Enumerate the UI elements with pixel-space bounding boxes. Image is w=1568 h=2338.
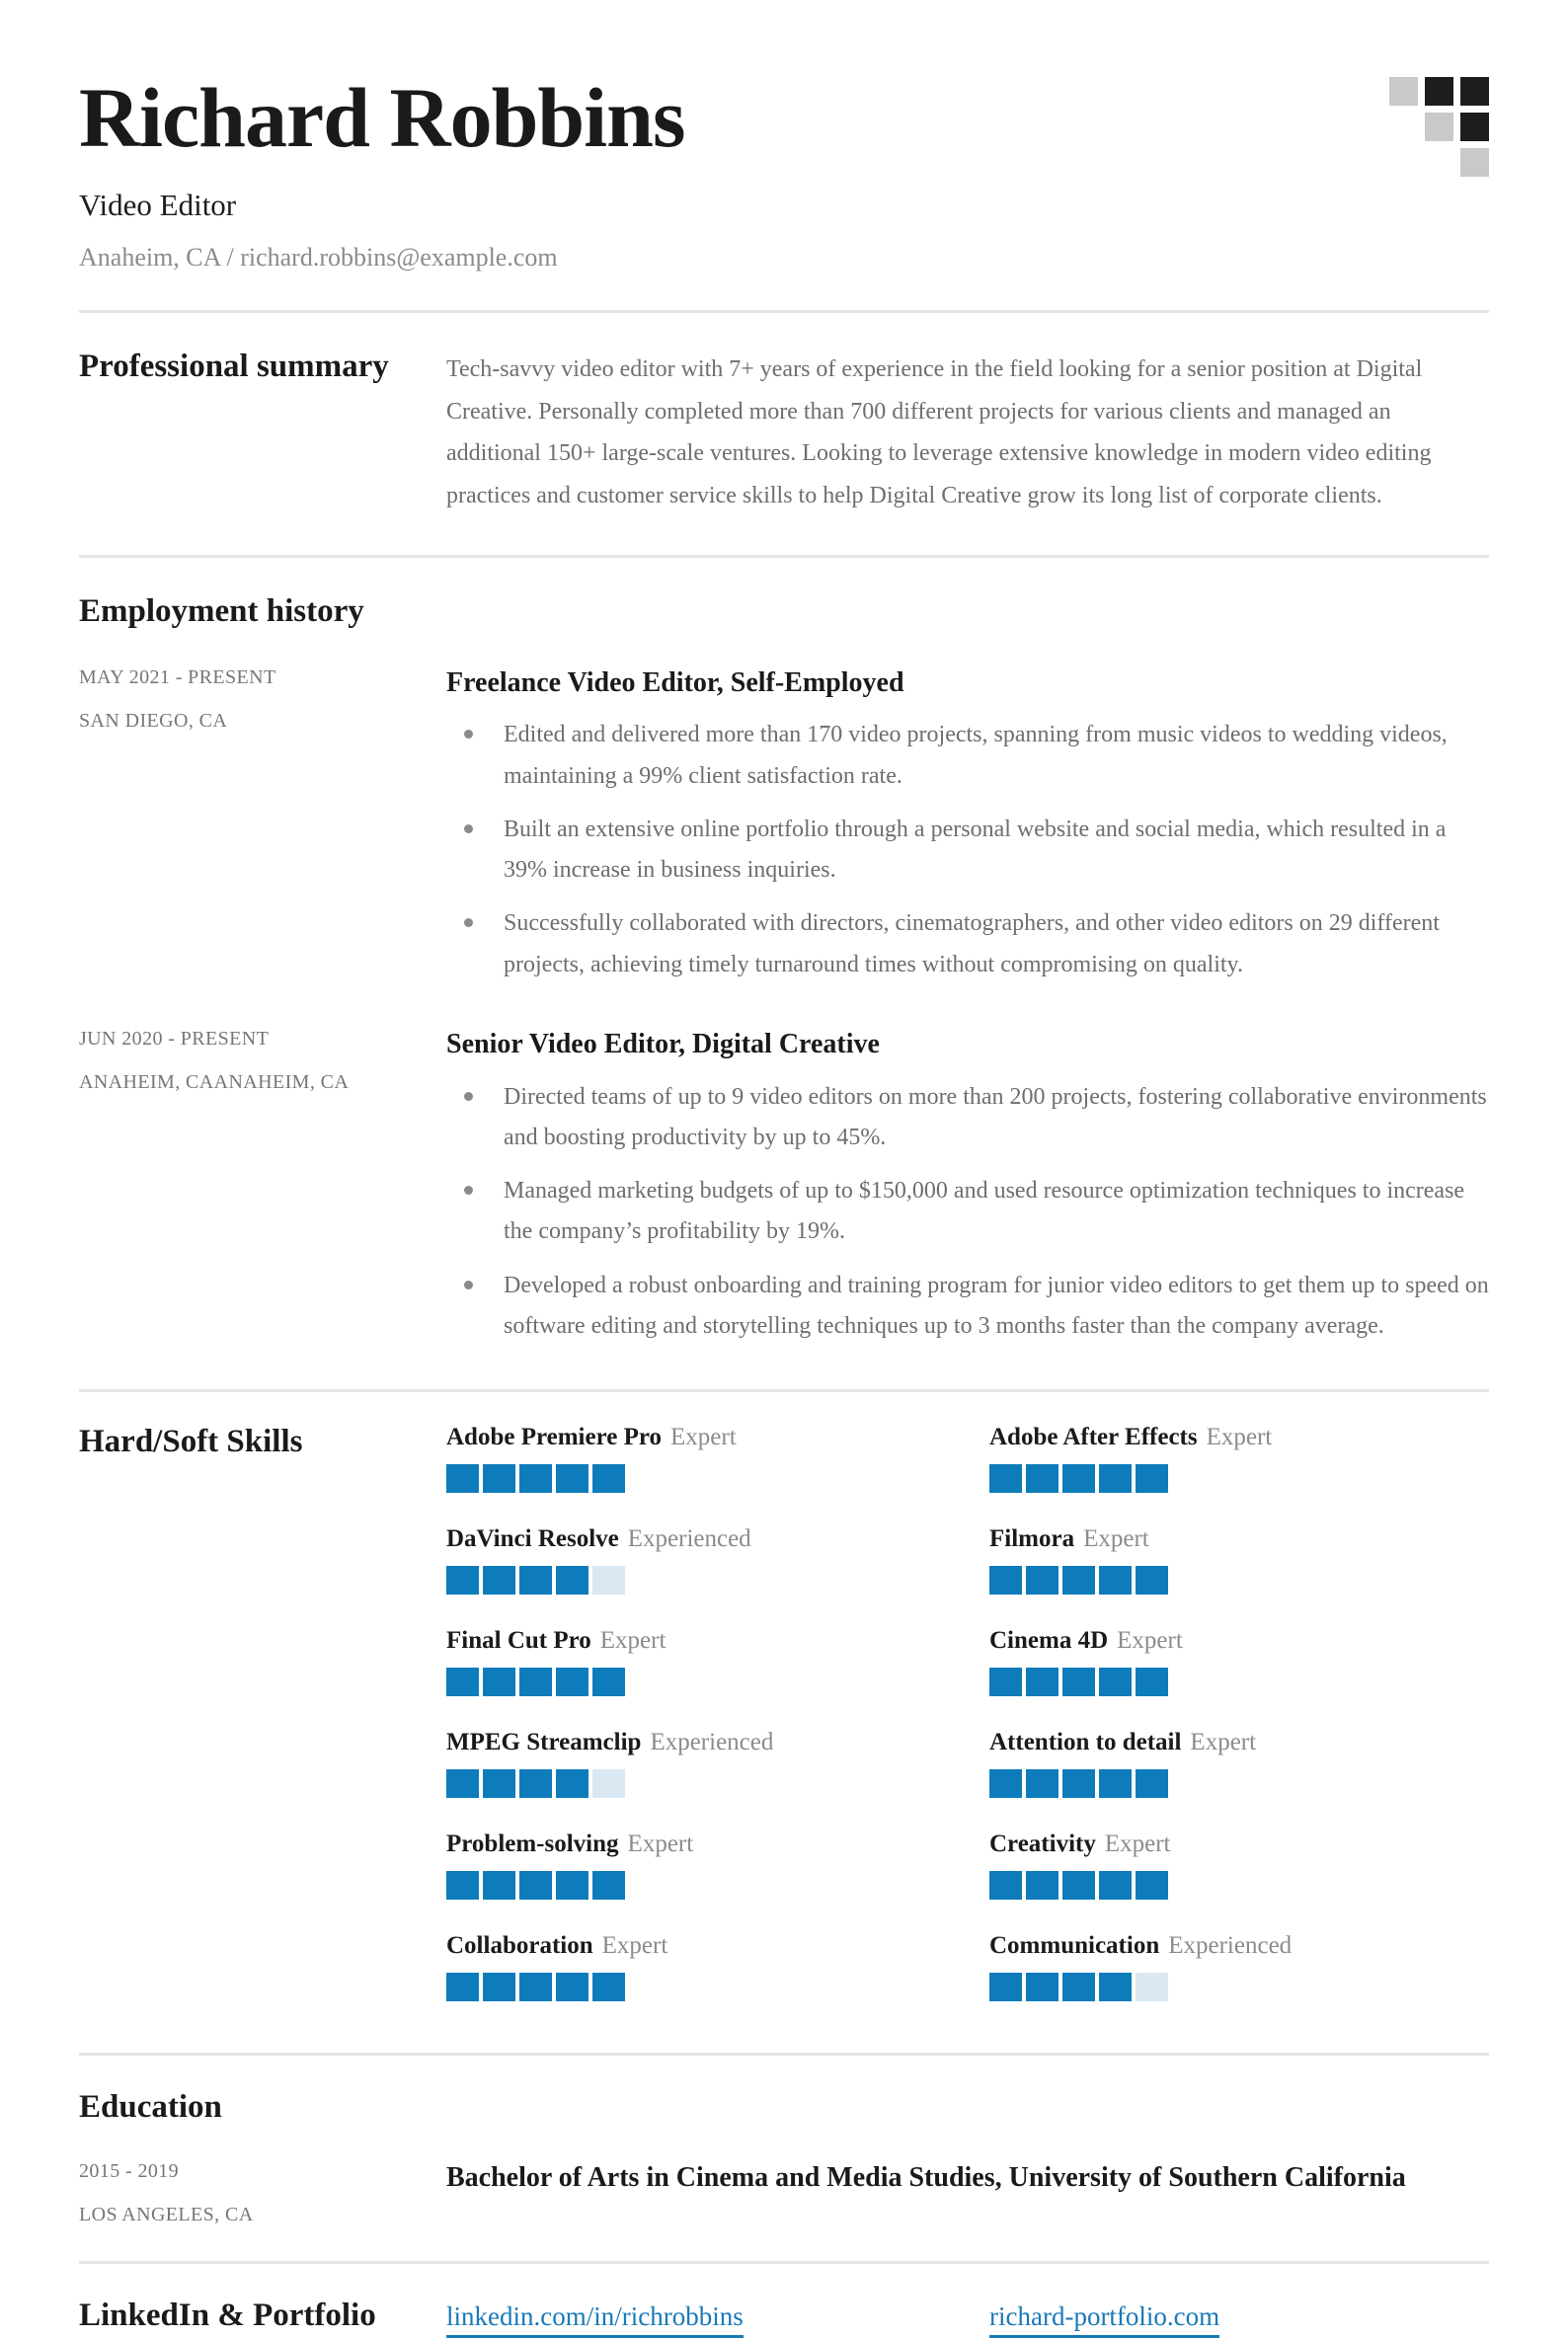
- skill-bar: [989, 1566, 1489, 1595]
- skill-segment-filled: [1026, 1769, 1058, 1798]
- education-location: LOS ANGELES, CA: [79, 2204, 254, 2226]
- skill-bar: [446, 1668, 946, 1696]
- education-label-col: [79, 2160, 446, 2225]
- logo-square: [1389, 77, 1418, 106]
- skill-segment-filled: [483, 1566, 515, 1595]
- skill-segment-filled: [1062, 1668, 1095, 1696]
- skill-bar: [989, 1769, 1489, 1798]
- skill-item: [446, 1831, 946, 1900]
- skill-level: Experienced: [650, 1729, 774, 1756]
- job-position-title: Senior Video Editor, Digital Creative: [446, 1029, 880, 1059]
- skill-segment-filled: [592, 1871, 625, 1900]
- skill-segment-filled: [989, 1973, 1022, 2001]
- skill-level: Expert: [1083, 1525, 1149, 1553]
- skill-segment-filled: [519, 1566, 552, 1595]
- section-skills: [79, 1424, 1489, 2001]
- skill-item: [989, 1525, 1489, 1595]
- job-location: SAN DIEGO, CA: [79, 709, 228, 732]
- summary-text: Tech-savvy video editor with 7+ years of experience in the field looking for a senior position at Digital Creative. Personally completed more than 700 different projects for various clients and managed an additional 150+ large-scale ventures. Looking to leverage extensive knowledge in modern video editing practices and customer service skills to help Digital Creative grow its long list of corporate clients.: [446, 356, 1432, 509]
- skill-segment-filled: [989, 1464, 1022, 1493]
- skill-segment-filled: [519, 1973, 552, 2001]
- skill-item: [446, 1627, 946, 1696]
- skill-segment-filled: [556, 1973, 588, 2001]
- skill-bar: [446, 1769, 946, 1798]
- skill-segment-filled: [483, 1769, 515, 1798]
- job-bullet: Managed marketing budgets of up to $150,000 and used resource optimization techniques to increase the company’s profitability by 19%.: [446, 1171, 1489, 1253]
- skill-level: Expert: [1190, 1729, 1257, 1756]
- divider: [79, 2261, 1489, 2264]
- skill-label-line: [446, 1627, 946, 1655]
- skill-segment-filled: [483, 1973, 515, 2001]
- logo-square: [1425, 77, 1453, 106]
- skill-segment-filled: [1099, 1871, 1132, 1900]
- skill-segment-filled: [519, 1464, 552, 1493]
- skill-label-line: [989, 1831, 1489, 1858]
- skill-label-line: [989, 1932, 1489, 1960]
- job-bullet: Successfully collaborated with directors, cinematographers, and other video editors on 29 different projects, achieving timely turnaround times without compromising on quality.: [446, 903, 1489, 985]
- summary-heading: Professional summary: [79, 349, 389, 384]
- skill-segment-filled: [1026, 1566, 1058, 1595]
- skill-bar: [446, 1973, 946, 2001]
- skill-name: Cinema 4D: [989, 1627, 1109, 1655]
- skill-name: Final Cut Pro: [446, 1627, 591, 1655]
- skill-name: Filmora: [989, 1525, 1075, 1553]
- skill-item: [446, 1525, 946, 1595]
- skill-segment-filled: [483, 1871, 515, 1900]
- skill-segment-filled: [1099, 1973, 1132, 2001]
- education-dates: 2015 - 2019: [79, 2160, 180, 2183]
- skill-segment-empty: [592, 1769, 625, 1798]
- skill-segment-filled: [1026, 1668, 1058, 1696]
- skill-segment-filled: [1062, 1464, 1095, 1493]
- skill-bar: [989, 1871, 1489, 1900]
- section-education: [79, 2089, 1489, 2225]
- skill-segment-filled: [1099, 1464, 1132, 1493]
- skills-heading: Hard/Soft Skills: [79, 1424, 303, 1460]
- employment-heading: Employment history: [79, 592, 364, 629]
- skill-segment-filled: [446, 1464, 479, 1493]
- skill-name: Creativity: [989, 1831, 1096, 1858]
- skill-segment-filled: [556, 1871, 588, 1900]
- section-links: [79, 2298, 1489, 2338]
- skill-segment-filled: [446, 1769, 479, 1798]
- job-content-col: [446, 666, 1489, 998]
- skill-segment-filled: [1026, 1464, 1058, 1493]
- skill-name: Problem-solving: [446, 1831, 619, 1858]
- skill-segment-filled: [1062, 1566, 1095, 1595]
- skill-segment-filled: [446, 1871, 479, 1900]
- header: [79, 57, 1489, 273]
- employment-entry: [79, 1028, 1489, 1360]
- job-content-col: [446, 1028, 1489, 1360]
- skill-level: Expert: [601, 1932, 668, 1960]
- job-bullets: [446, 1077, 1489, 1348]
- summary-label-col: [79, 349, 446, 386]
- skill-segment-filled: [1026, 1973, 1058, 2001]
- education-degree: Bachelor of Arts in Cinema and Media Studies, University of Southern California: [446, 2162, 1406, 2194]
- skill-bar: [446, 1464, 946, 1493]
- links-heading: LinkedIn & Portfolio: [79, 2298, 376, 2334]
- skill-segment-filled: [592, 1973, 625, 2001]
- skill-item: [446, 1729, 946, 1798]
- skill-segment-filled: [446, 1668, 479, 1696]
- skill-label-line: [446, 1424, 946, 1451]
- skill-item: [989, 1729, 1489, 1798]
- skill-name: Adobe Premiere Pro: [446, 1424, 662, 1451]
- skills-label-col: [79, 1424, 446, 1461]
- skill-segment-filled: [556, 1668, 588, 1696]
- skill-segment-filled: [1062, 1871, 1095, 1900]
- skill-bar: [989, 1973, 1489, 2001]
- skill-bar: [446, 1871, 946, 1900]
- skill-segment-filled: [592, 1668, 625, 1696]
- education-entry: [79, 2160, 1489, 2225]
- skill-level: Expert: [1206, 1424, 1273, 1451]
- skill-segment-filled: [1026, 1871, 1058, 1900]
- skill-segment-filled: [1099, 1668, 1132, 1696]
- candidate-name: Richard Robbins: [79, 70, 685, 165]
- skill-item: [989, 1932, 1489, 2001]
- skill-level: Expert: [599, 1627, 666, 1655]
- skill-segment-filled: [446, 1566, 479, 1595]
- skill-segment-filled: [483, 1464, 515, 1493]
- skill-segment-filled: [1062, 1769, 1095, 1798]
- skill-label-line: [989, 1729, 1489, 1756]
- skill-label-line: [446, 1525, 946, 1553]
- skill-level: Expert: [1104, 1831, 1171, 1858]
- skill-segment-filled: [989, 1566, 1022, 1595]
- skill-name: DaVinci Resolve: [446, 1525, 619, 1553]
- skill-segment-filled: [483, 1668, 515, 1696]
- logo-square: [1460, 148, 1489, 177]
- skill-item: [989, 1831, 1489, 1900]
- skill-name: MPEG Streamclip: [446, 1729, 642, 1756]
- linkedin-link[interactable]: linkedin.com/in/richrobbins: [446, 2301, 744, 2338]
- job-label-col: [79, 1028, 446, 1093]
- skill-level: Experienced: [627, 1525, 751, 1553]
- education-heading: Education: [79, 2089, 222, 2126]
- divider: [79, 1389, 1489, 1392]
- job-bullets: [446, 715, 1489, 985]
- skill-segment-filled: [519, 1668, 552, 1696]
- job-bullet: Built an extensive online portfolio through a personal website and social media, which resulted in a 39% increase in business inquiries.: [446, 810, 1489, 892]
- skill-segment-filled: [989, 1769, 1022, 1798]
- skill-label-line: [989, 1627, 1489, 1655]
- skill-segment-empty: [1136, 1973, 1168, 2001]
- skill-label-line: [446, 1831, 946, 1858]
- education-content-col: [446, 2160, 1489, 2195]
- employment-entry: [79, 666, 1489, 998]
- divider: [79, 555, 1489, 558]
- skill-segment-filled: [1136, 1769, 1168, 1798]
- skill-segment-filled: [1136, 1566, 1168, 1595]
- skill-item: [989, 1627, 1489, 1696]
- skill-segment-filled: [556, 1464, 588, 1493]
- skill-bar: [446, 1566, 946, 1595]
- job-bullet: Edited and delivered more than 170 video projects, spanning from music videos to wedding videos, maintaining a 99% client satisfaction rate.: [446, 715, 1489, 797]
- skill-segment-filled: [1136, 1668, 1168, 1696]
- job-dates: MAY 2021 - PRESENT: [79, 665, 276, 688]
- header-text-block: [79, 57, 684, 273]
- skill-segment-filled: [1136, 1464, 1168, 1493]
- skill-item: [989, 1424, 1489, 1493]
- section-employment-history: [79, 593, 1489, 1360]
- skill-item: [446, 1932, 946, 2001]
- skill-segment-filled: [1099, 1769, 1132, 1798]
- skill-bar: [989, 1668, 1489, 1696]
- job-bullet: Directed teams of up to 9 video editors on more than 200 projects, fostering collaborative environments and boosting productivity by up to 45%.: [446, 1077, 1489, 1159]
- logo-square: [1460, 77, 1489, 106]
- skill-segment-filled: [556, 1566, 588, 1595]
- skill-level: Expert: [670, 1424, 737, 1451]
- skill-segment-filled: [446, 1973, 479, 2001]
- candidate-job-title: Video Editor: [79, 188, 237, 222]
- skill-segment-filled: [1062, 1973, 1095, 2001]
- links-label-col: [79, 2298, 446, 2335]
- skills-grid: [446, 1424, 1489, 2001]
- skill-label-line: [446, 1932, 946, 1960]
- skill-segment-filled: [556, 1769, 588, 1798]
- skill-segment-filled: [1099, 1566, 1132, 1595]
- skill-item: [446, 1424, 946, 1493]
- job-location: ANAHEIM, CAANAHEIM, CA: [79, 1071, 350, 1093]
- skill-level: Expert: [627, 1831, 694, 1858]
- skill-label-line: [446, 1729, 946, 1756]
- skill-segment-filled: [592, 1464, 625, 1493]
- job-position-title: Freelance Video Editor, Self-Employed: [446, 666, 904, 698]
- jobs-container: [79, 666, 1489, 1360]
- skill-label-line: [989, 1424, 1489, 1451]
- job-dates: JUN 2020 - PRESENT: [79, 1028, 270, 1050]
- job-bullet: Developed a robust onboarding and training program for junior video editors to get them up to speed on software editing and storytelling techniques up to 3 months faster than the company average.: [446, 1266, 1489, 1348]
- contact-line: Anaheim, CA / richard.robbins@example.com: [79, 243, 558, 272]
- logo-square: [1425, 113, 1453, 141]
- divider: [79, 310, 1489, 313]
- links-grid: [446, 2298, 1489, 2338]
- skill-segment-empty: [592, 1566, 625, 1595]
- divider: [79, 2053, 1489, 2056]
- skill-segment-filled: [1136, 1871, 1168, 1900]
- skill-name: Communication: [989, 1932, 1160, 1960]
- skill-name: Collaboration: [446, 1932, 593, 1960]
- skill-level: Expert: [1117, 1627, 1183, 1655]
- skill-name: Attention to detail: [989, 1729, 1182, 1756]
- skill-name: Adobe After Effects: [989, 1424, 1198, 1451]
- skill-level: Experienced: [1168, 1932, 1293, 1960]
- skill-segment-filled: [519, 1769, 552, 1798]
- section-professional-summary: [79, 349, 1489, 517]
- logo-grid-icon: [1389, 77, 1489, 177]
- summary-content-col: [446, 349, 1489, 517]
- logo-square: [1460, 113, 1489, 141]
- skill-bar: [989, 1464, 1489, 1493]
- job-label-col: [79, 666, 446, 732]
- portfolio-link[interactable]: richard-portfolio.com: [989, 2301, 1219, 2338]
- skill-segment-filled: [989, 1871, 1022, 1900]
- skill-segment-filled: [989, 1668, 1022, 1696]
- skill-label-line: [989, 1525, 1489, 1553]
- skill-segment-filled: [519, 1871, 552, 1900]
